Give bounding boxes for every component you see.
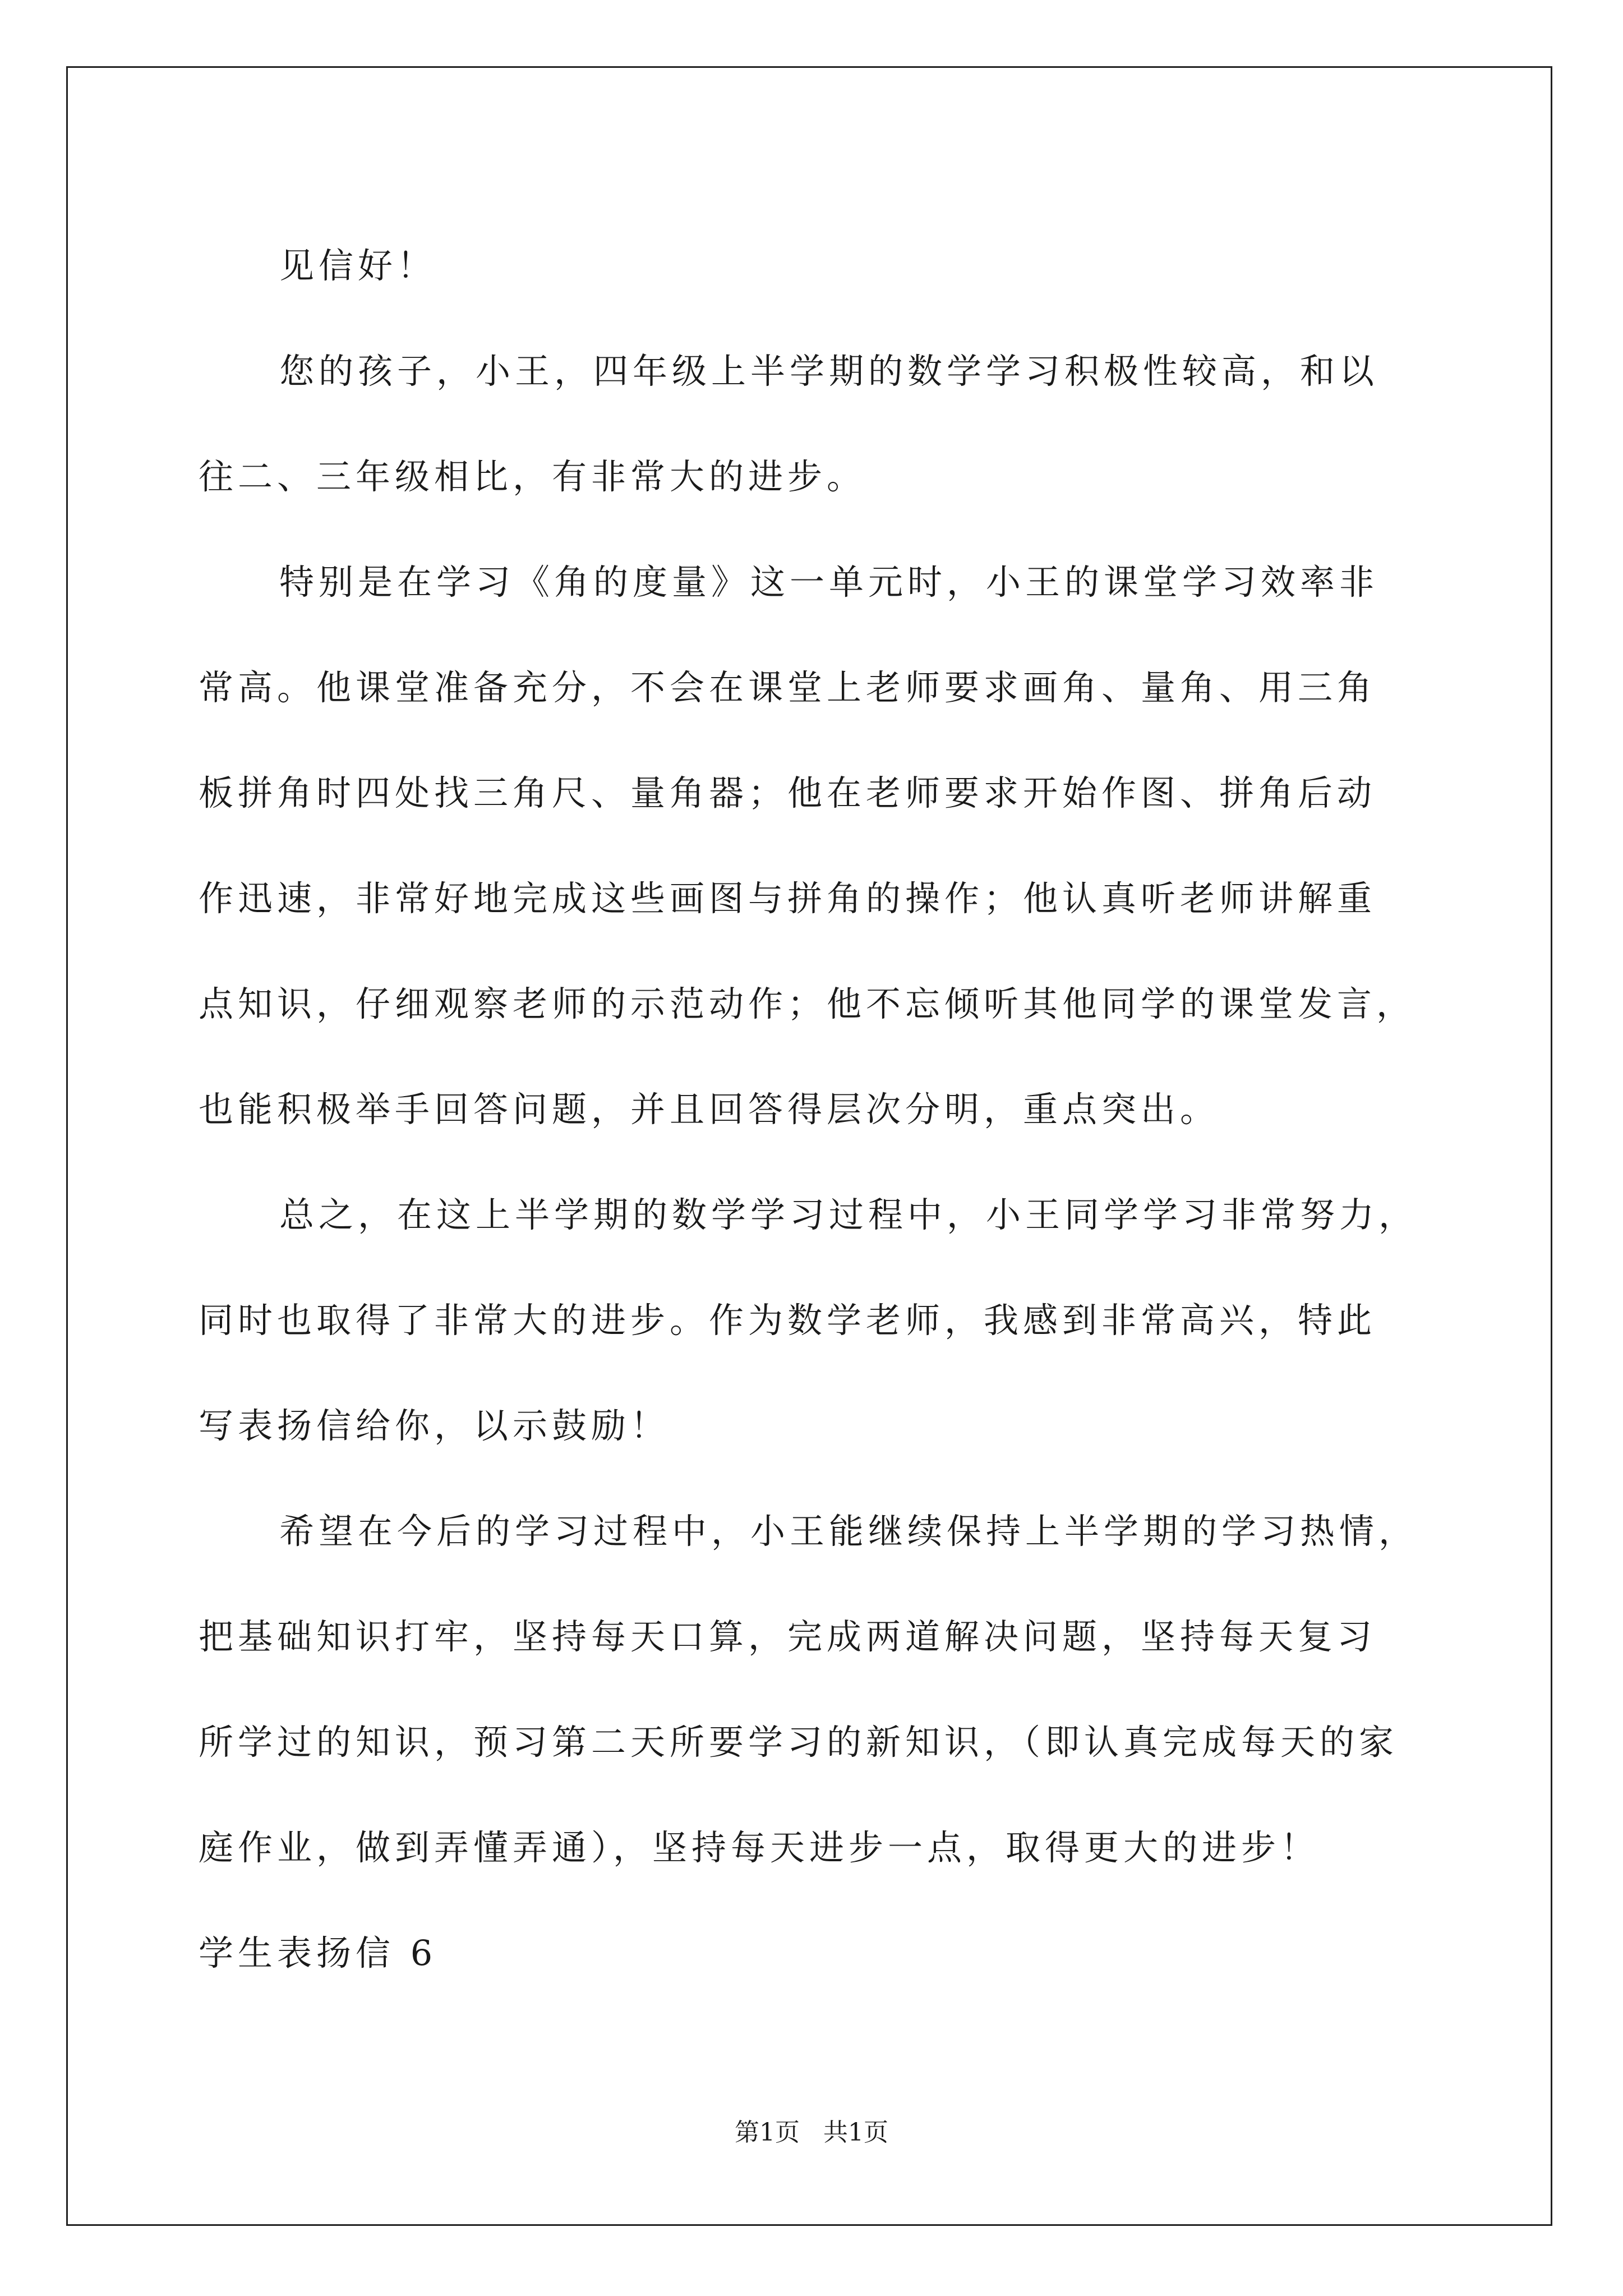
paragraph-2-line-2: 常高。他课堂准备充分，不会在课堂上老师要求画角、量角、用三角 xyxy=(199,667,1377,708)
paragraph-2-line-6: 也能积极举手回答问题，并且回答得层次分明，重点突出。 xyxy=(199,1089,1220,1130)
paragraph-3-line-3: 写表扬信给你，以示鼓励！ xyxy=(199,1405,670,1446)
paragraph-2-line-1: 特别是在学习《角的度量》这一单元时，小王的课堂学习效率非 xyxy=(279,562,1379,602)
paragraph-1-line-2: 往二、三年级相比，有非常大的进步。 xyxy=(199,456,866,497)
paragraph-2-line-3: 板拼角时四处找三角尺、量角器；他在老师要求开始作图、拼角后动 xyxy=(199,772,1377,813)
paragraph-3-line-1: 总之，在这上半学期的数学学习过程中，小王同学学习非常努力， xyxy=(279,1194,1418,1235)
section-heading: 学生表扬信 6 xyxy=(199,1932,437,1973)
letter-body xyxy=(199,213,1421,2006)
paragraph-4-line-2: 把基础知识打牢，坚持每天口算，完成两道解决问题，坚持每天复习 xyxy=(199,1616,1377,1657)
page-number-footer: 第1页 共1页 xyxy=(735,2118,888,2147)
paragraph-4-line-1: 希望在今后的学习过程中，小王能继续保持上半学期的学习热情， xyxy=(279,1511,1418,1552)
paragraph-4-line-4: 庭作业，做到弄懂弄通），坚持每天进步一点，取得更大的进步！ xyxy=(199,1827,1320,1868)
paragraph-4-line-3: 所学过的知识，预习第二天所要学习的新知识，（即认真完成每天的家 xyxy=(199,1722,1399,1763)
paragraph-3-line-2: 同时也取得了非常大的进步。作为数学老师，我感到非常高兴，特此 xyxy=(199,1300,1377,1341)
paragraph-2-line-5: 点知识，仔细观察老师的示范动作；他不忘倾听其他同学的课堂发言， xyxy=(199,983,1416,1024)
paragraph-2-line-4: 作迅速，非常好地完成这些画图与拼角的操作；他认真听老师讲解重 xyxy=(199,878,1377,919)
paragraph-1-line-1: 您的孩子，小王，四年级上半学期的数学学习积极性较高，和以 xyxy=(279,351,1379,392)
greeting-line: 见信好！ xyxy=(279,245,437,286)
